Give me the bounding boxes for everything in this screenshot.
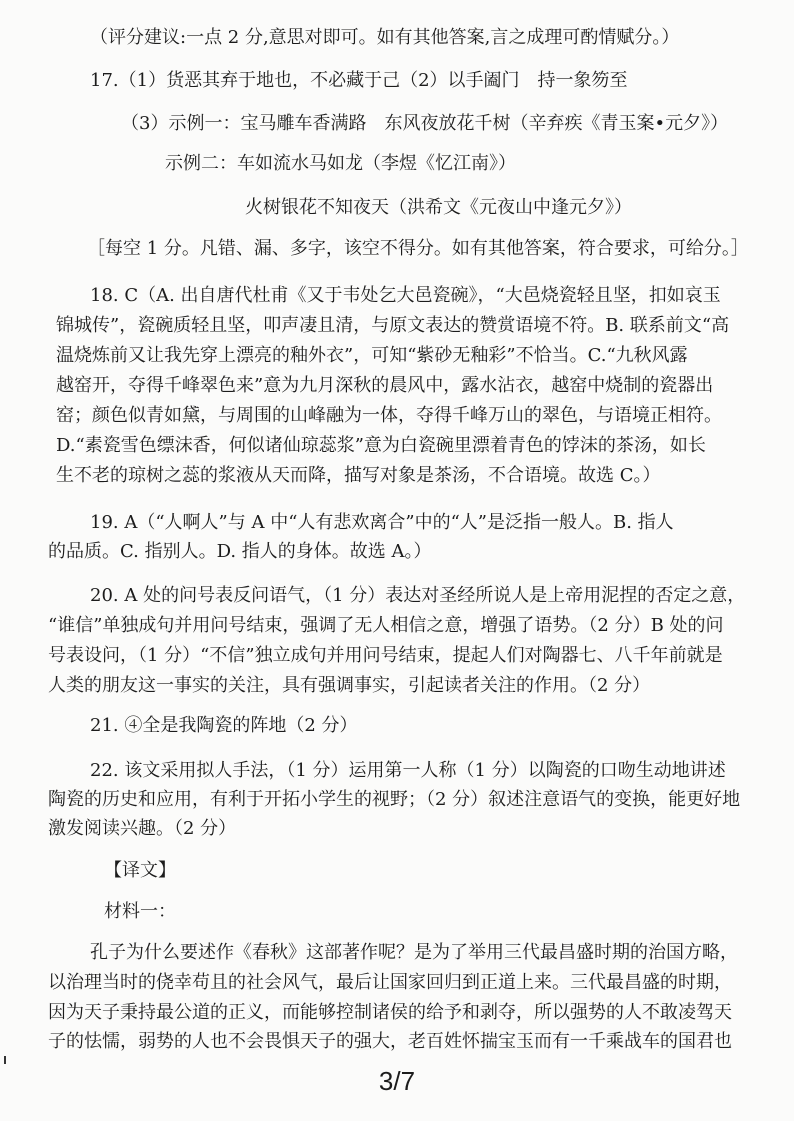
- answer-18-line4: 越窑开，夺得千峰翠色来”意为九月深秋的晨风中，露水沾衣，越窑中烧制的瓷器出: [56, 375, 714, 396]
- answer-18-line7: 生不老的琼树之蕊的浆液从天而降，描写对象是茶汤，不合语境。故选 C。）: [56, 465, 661, 486]
- translation-line4: 子的怯懦，弱势的人也不会畏惧天子的强大，老百姓怀揣宝玉而有一千乘战车的国君也: [48, 1031, 732, 1052]
- translation-line1: 孔子为什么要述作《春秋》这部著作呢？是为了举用三代最昌盛时期的治国方略，: [90, 942, 738, 963]
- scoring-note: （评分建议:一点 2 分,意思对即可。如有其他答案,言之成理可酌情赋分。）: [90, 27, 680, 48]
- answer-22-line2: 陶瓷的历史和应用，有利于开拓小学生的视野；（2 分）叙述注意语气的变换，能更好地: [48, 789, 741, 810]
- material-one-heading: 材料一：: [104, 901, 176, 922]
- answer-21: 21. ④全是我陶瓷的阵地（2 分）: [90, 715, 358, 736]
- answer-18-line1: 18. C（A. 出自唐代杜甫《又于韦处乞大邑瓷碗》，“大邑烧瓷轻且坚，扣如哀玉: [90, 285, 721, 306]
- answer-17-example2-line1: 示例二：车如流水马如龙（李煜《忆江南》）: [165, 153, 516, 174]
- scan-artifact-mark: [4, 1056, 6, 1064]
- answer-17-scoring-note: ［每空 1 分。凡错、漏、多字，该空不得分。如有其他答案，符合要求，可给分。］: [87, 238, 749, 259]
- answer-22-line3: 激发阅读兴趣。（2 分）: [48, 818, 237, 839]
- answer-19-line2: 的品质。C. 指别人。D. 指人的身体。故选 A。）: [48, 541, 432, 562]
- answer-20-line2: “谁信”单独成句并用问号结束，强调了无人相信之意，增强了语势。（2 分）B 处的问: [48, 615, 724, 636]
- answer-18-line3: 温烧炼前又让我先穿上漂亮的釉外衣”，可知“紫砂无釉彩”不恰当。C.“九秋风露: [56, 345, 688, 366]
- answer-18-line5: 窑；颜色似青如黛，与周围的山峰融为一体，夺得千峰万山的翠色，与语境正相符。: [56, 405, 722, 426]
- answer-17-example2-line2: 火树银花不知夜天（洪希文《元夜山中逢元夕》）: [245, 197, 632, 218]
- answer-22-line1: 22. 该文采用拟人手法，（1 分）运用第一人称（1 分）以陶瓷的口吻生动地讲述: [90, 760, 726, 781]
- answer-18-line2: 锦城传”，瓷碗质轻且坚，叩声凄且清，与原文表达的赞赏语境不符。B. 联系前文“高: [56, 315, 730, 336]
- translation-line3: 因为天子秉持最公道的正义，而能够控制诸侯的给予和剥夺，所以强势的人不敢凌驾天: [48, 1002, 732, 1023]
- answer-17-part3-example1: （3）示例一：宝马雕车香满路 东风夜放花千树（辛弃疾《青玉案•元夕》）: [121, 113, 729, 134]
- translation-line2: 以治理当时的侥幸苟且的社会风气，最后让国家回归到正道上来。三代最昌盛的时期，: [48, 972, 732, 993]
- answer-20-line3: 号表设问，（1 分）“不信”独立成句并用问号结束，提起人们对陶器七、八千年前就是: [48, 645, 723, 666]
- answer-19-line1: 19. A（“人啊人”与 A 中“人有悲欢离合”中的“人”是泛指一般人。B. 指人: [90, 512, 674, 533]
- answer-20-line4: 人类的朋友这一事实的关注，具有强调事实，引起读者关注的作用。（2 分）: [48, 675, 651, 696]
- page-number: 3/7: [378, 1066, 416, 1096]
- translation-heading: 【译文】: [104, 860, 176, 881]
- answer-20-line1: 20. A 处的问号表反问语气，（1 分）表达对圣经所说人是上帝用泥捏的否定之意，: [90, 585, 746, 606]
- answer-18-line6: D.“素瓷雪色缥沫香，何似诸仙琼蕊浆”意为白瓷碗里漂着青色的饽沫的茶汤，如长: [56, 435, 706, 456]
- answer-17-part1-2: 17.（1）货恶其弃于地也，不必藏于己（2）以手阖门 持一象笏至: [90, 70, 628, 91]
